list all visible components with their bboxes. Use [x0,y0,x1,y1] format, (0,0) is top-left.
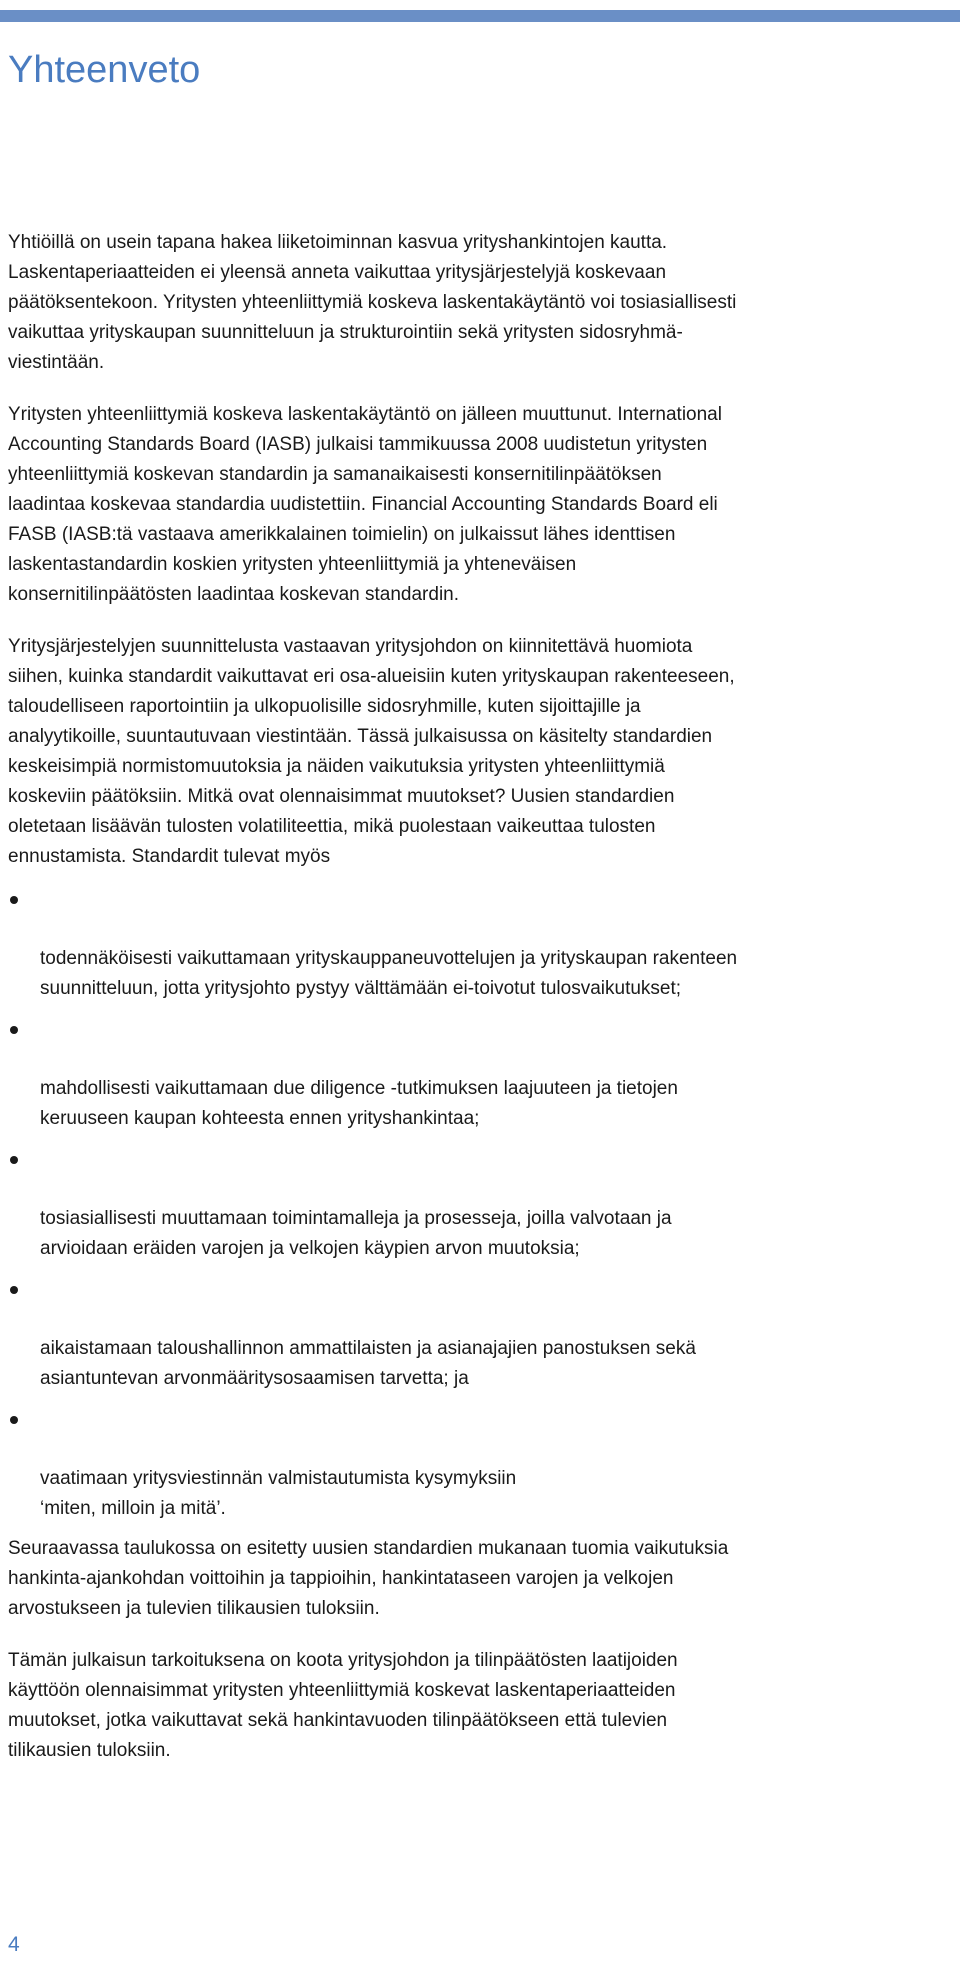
bullet-icon [10,1156,18,1164]
table-intro-paragraph: Seuraavassa taulukossa on esitetty uusien standardien mukanaan tuomia vaikutuksia hankinta-ajankohdan voittoihin ja tappioihin, hankintataseen varojen ja velkojen arvostukseen ja tulevien tilikausien tuloksiin. [8,1538,729,1619]
bullet-icon [10,1026,18,1034]
list-item-text: aikaistamaan taloushallinnon ammattilaisten ja asianajajien panostuksen sekä asiantuntevan arvonmääritysosaamisen tarvetta; ja [40,1338,696,1389]
standards-paragraph: Yritysten yhteenliittymiä koskeva laskentakäytäntö on jälleen muuttunut. International Accounting Standards Board (IASB) julkaisi tammikuussa 2008 uudistetun yritysten yhteenliittymiä koskevan standardin ja samanaikaisesti konsernitilinpäätöksen laadintaa koskevaa standardia uudistettiin. Financial Accounting Standards Board eli FASB (IASB:tä vastaava amerikkalainen toimielin) on julkaissut lähes identtisen laskentastandardin koskien yritysten yhteenliittymiä ja yhteneväisen konsernitilinpäätösten laadintaa koskevan standardin. [8,404,722,605]
bullet-icon [10,1416,18,1424]
list-item [8,1144,743,1264]
list-item [8,884,743,1004]
purpose-paragraph: Tämän julkaisun tarkoituksena on koota yritysjohdon ja tilinpäätösten laatijoiden käyttöön olennaisimmat yritysten yhteenliittymiä koskevat laskentaperiaatteiden muutokset, jotka vaikuttavat sekä hankintavuoden tilinpäätökseen että tulevien tilikausien tuloksiin. [8,1650,678,1761]
header-accent-bar [0,10,960,22]
bullet-icon [10,896,18,904]
list-item [8,1404,743,1524]
list-item [8,1014,743,1134]
list-item [8,1274,743,1394]
list-item-text: vaatimaan yritysviestinnän valmistautumista kysymyksiin ‘miten, milloin ja mitä’. [40,1468,517,1519]
impact-bullet-list [8,884,743,1524]
list-item-text: mahdollisesti vaikuttamaan due diligence -tutkimuksen laajuuteen ja tietojen keruuseen kaupan kohteesta ennen yrityshankintaa; [40,1078,678,1129]
page-number: 4 [8,1933,20,1956]
document-body [8,228,743,1788]
bullet-icon [10,1286,18,1294]
page-title: Yhteenveto [8,49,201,91]
list-item-text: todennäköisesti vaikuttamaan yrityskauppaneuvottelujen ja yrityskaupan rakenteen suunnitteluun, jotta yritysjohto pystyy välttämään ei-toivotut tulosvaikutukset; [40,948,738,999]
intro-paragraph: Yhtiöillä on usein tapana hakea liiketoiminnan kasvua yrityshankintojen kautta. Laskentaperiaatteiden ei yleensä anneta vaikuttaa yritysjärjestelyjä koskevaan päätöksentekoon. Yritysten yhteenliittymiä koskeva laskentakäytäntö voi tosiasiallisesti vaikuttaa yrityskaupan suunnitteluun ja strukturointiin sekä yritysten sidosryhmä-viestintään. [8,232,737,373]
management-paragraph: Yritysjärjestelyjen suunnittelusta vastaavan yritysjohdon on kiinnitettävä huomiota siihen, kuinka standardit vaikuttavat eri osa-alueisiin kuten yrityskaupan rakenteeseen, taloudelliseen raportointiin ja ulkopuolisille sidosryhmille, kuten sijoittajille ja analyytikoille, suuntautuvaan viestintään. Tässä julkaisussa on käsitelty standardien keskeisimpiä normistomuutoksia ja näiden vaikutuksia yritysten yhteenliittymiä koskeviin päätöksiin. Mitkä ovat olennaisimmat muutokset? Uusien standardien oletetaan lisäävän tulosten volatiliteettia, mikä puolestaan vaikeuttaa tulosten ennustamista. Standardit tulevat myös [8,636,735,867]
list-item-text: tosiasiallisesti muuttamaan toimintamalleja ja prosesseja, joilla valvotaan ja arvioidaan eräiden varojen ja velkojen käypien arvon muutoksia; [40,1208,672,1259]
